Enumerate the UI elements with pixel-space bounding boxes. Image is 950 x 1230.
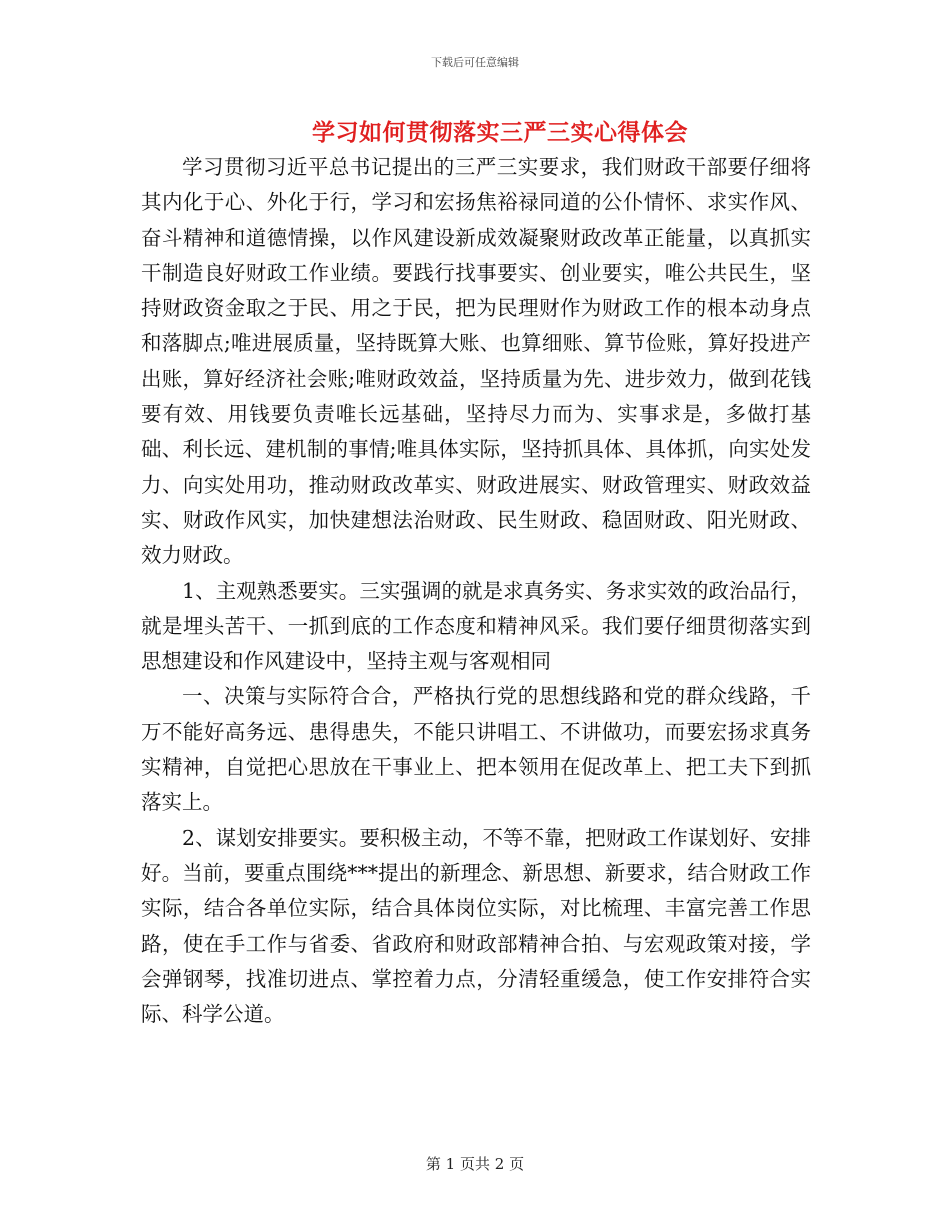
paragraph: 1、主观熟悉要实。三实强调的就是求真务实、务求实效的政治品行，就是埋头苦干、一抓到底的工作态度和精神风采。我们要仔细贯彻落实到思想建设和作风建设中，坚持主观与客观相同: [141, 578, 811, 674]
paragraph: 学习贯彻习近平总书记提出的三严三实要求，我们财政干部要仔细将其内化于心、外化于行，学习和宏扬焦裕禄同道的公仆情怀、求实作风、奋斗精神和道德情操，以作风建设新成效凝聚财政改革正能量，以真抓实干制造良好财政工作业绩。要践行找事要实、创业要实，唯公共民生，坚持财政资金取之于民、用之于民，把为民理财作为财政工作的根本动身点和落脚点;唯进展质量，坚持既算大账、也算细账、算节俭账，算好投进产出账，算好经济社会账;唯财政效益，坚持质量为先、进步效力，做到花钱要有效、用钱要负责唯长远基础，坚持尽力而为、实事求是，多做打基础、利长远、建机制的事情;唯具体实际，坚持抓具体、具体抓，向实处发力、向实处用功，推动财政改革实、财政进展实、财政管理实、财政效益实、财政作风实，加快建想法治财政、民生财政、稳固财政、阳光财政、效力财政。: [141, 155, 811, 568]
header-note: 下载后可任意编辑: [431, 56, 519, 69]
document-body: [141, 150, 811, 1032]
paragraph: 一、决策与实际符合合，严格执行党的思想线路和党的群众线路，千万不能好高务远、患得患失，不能只讲唱工、不讲做功，而要宏扬求真务实精神，自觉把心思放在干事业上、把本领用在促改革上、把工夫下到抓落实上。: [141, 684, 811, 815]
page-footer: 第 1 页共 2 页: [425, 1155, 525, 1173]
document-title: 学习如何贯彻落实三严三实心得体会: [312, 120, 688, 146]
paragraph: 2、谋划安排要实。要积极主动，不等不靠，把财政工作谋划好、安排好。当前，要重点围绕***提出的新理念、新思想、新要求，结合财政工作实际，结合各单位实际，结合具体岗位实际，对比梳理、丰富完善工作思路，使在手工作与省委、省政府和财政部精神合拍、与宏观政策对接，学会弹钢琴，找准切进点、掌控着力点，分清轻重缓急，使工作安排符合实际、科学公道。: [141, 825, 811, 1027]
